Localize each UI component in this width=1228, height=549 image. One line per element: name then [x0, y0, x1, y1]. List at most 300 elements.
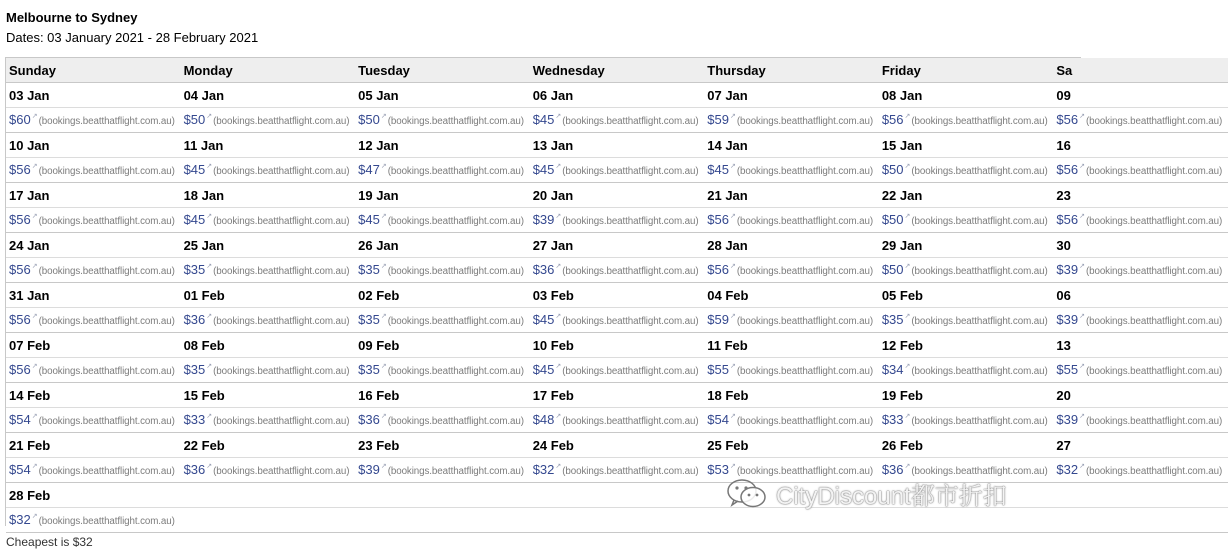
price-cell [704, 258, 879, 283]
fare-price-link[interactable]: $39 [1056, 312, 1079, 327]
date-cell: 21 Feb [6, 433, 181, 458]
fare-price-link[interactable]: $56 [881, 112, 904, 127]
fare-price-link[interactable]: $32 [1056, 462, 1079, 477]
booking-source-label: (bookings.beatthatflight.com.au) [736, 216, 874, 227]
booking-source-label: (bookings.beatthatflight.com.au) [911, 166, 1048, 177]
external-link-icon[interactable]: ↗ [1079, 413, 1085, 420]
fare-price-link[interactable]: $35 [183, 362, 206, 377]
booking-source-label: (bookings.beatthatflight.com.au) [387, 466, 524, 477]
date-range: Dates: 03 January 2021 - 28 February 2021 [6, 30, 259, 45]
booking-source-label: (bookings.beatthatflight.com.au) [562, 316, 699, 327]
date-cell: 01 Feb [181, 283, 356, 308]
date-cell: 27 Jan [530, 233, 705, 258]
booking-source-label: (bookings.beatthatflight.com.au) [213, 116, 350, 127]
date-cell: 18 Feb [704, 383, 879, 408]
date-cell: 09 Feb [355, 333, 530, 358]
external-link-icon[interactable]: ↗ [904, 113, 911, 120]
fare-price-link[interactable]: $45 [532, 312, 555, 327]
external-link-icon[interactable]: ↗ [206, 113, 213, 120]
fare-calendar [5, 57, 1223, 527]
external-link-icon[interactable]: ↗ [206, 313, 213, 320]
fare-price-link[interactable]: $39 [1056, 412, 1079, 427]
fare-price-link[interactable]: $45 [183, 162, 206, 177]
price-cell [355, 258, 530, 283]
external-link-icon[interactable]: ↗ [380, 463, 387, 470]
booking-source-label: (bookings.beatthatflight.com.au) [736, 366, 874, 377]
price-cell [181, 358, 356, 383]
fare-price-link[interactable]: $56 [707, 262, 729, 277]
date-cell: 20 [1053, 383, 1228, 408]
external-link-icon[interactable]: ↗ [31, 213, 38, 220]
price-cell [355, 408, 530, 433]
price-cell [355, 358, 530, 383]
booking-source-label: (bookings.beatthatflight.com.au) [562, 416, 699, 427]
external-link-icon[interactable]: ↗ [1079, 213, 1085, 220]
price-cell [704, 358, 879, 383]
booking-source-label: (bookings.beatthatflight.com.au) [38, 266, 175, 277]
wechat-icon [726, 478, 768, 510]
date-cell: 28 Jan [704, 233, 879, 258]
external-link-icon[interactable]: ↗ [206, 363, 213, 370]
fare-price-link[interactable]: $45 [358, 212, 380, 227]
booking-source-label: (bookings.beatthatflight.com.au) [213, 416, 350, 427]
price-cell [6, 508, 181, 533]
weekday-header: Wednesday [530, 58, 705, 83]
booking-source-label: (bookings.beatthatflight.com.au) [213, 466, 350, 477]
fare-price-link[interactable]: $50 [881, 212, 904, 227]
date-cell: 22 Jan [879, 183, 1054, 208]
date-cell: 14 Jan [704, 133, 879, 158]
price-cell [1053, 308, 1228, 333]
price-row [6, 358, 1228, 383]
external-link-icon[interactable]: ↗ [904, 413, 911, 420]
external-link-icon[interactable]: ↗ [1079, 263, 1085, 270]
date-cell: 10 Feb [530, 333, 705, 358]
date-cell [1053, 483, 1228, 508]
fare-price-link[interactable]: $50 [358, 112, 380, 127]
price-cell [1053, 208, 1228, 233]
date-cell: 18 Jan [181, 183, 356, 208]
price-cell [530, 458, 705, 483]
date-cell: 03 Jan [6, 83, 181, 108]
date-cell: 08 Feb [181, 333, 356, 358]
price-row [6, 258, 1228, 283]
price-cell [530, 308, 705, 333]
price-cell [1053, 408, 1228, 433]
date-cell: 30 [1053, 233, 1228, 258]
date-cell: 23 Feb [355, 433, 530, 458]
external-link-icon[interactable]: ↗ [904, 463, 911, 470]
external-link-icon[interactable]: ↗ [729, 363, 736, 370]
external-link-icon[interactable]: ↗ [1079, 163, 1085, 170]
date-cell: 16 Feb [355, 383, 530, 408]
fare-price-link[interactable]: $33 [881, 412, 904, 427]
external-link-icon[interactable]: ↗ [555, 413, 562, 420]
price-cell [181, 508, 356, 533]
price-cell [704, 158, 879, 183]
external-link-icon[interactable]: ↗ [380, 313, 387, 320]
fare-calendar-table [6, 58, 1228, 533]
weekday-header: Tuesday [355, 58, 530, 83]
weekday-header: Thursday [704, 58, 879, 83]
date-cell: 04 Feb [704, 283, 879, 308]
external-link-icon[interactable]: ↗ [729, 163, 736, 170]
date-cell: 13 [1053, 333, 1228, 358]
fare-price-link[interactable]: $56 [1056, 212, 1079, 227]
external-link-icon[interactable]: ↗ [31, 163, 38, 170]
date-cell: 06 Jan [530, 83, 705, 108]
date-cell: 19 Feb [879, 383, 1054, 408]
fare-price-link[interactable]: $32 [9, 512, 31, 527]
fare-price-link[interactable]: $45 [707, 162, 729, 177]
price-row [6, 108, 1228, 133]
fare-price-link[interactable]: $36 [881, 462, 904, 477]
date-row [6, 83, 1228, 108]
fare-price-link[interactable]: $36 [532, 262, 555, 277]
price-row [6, 508, 1228, 533]
fare-price-link[interactable]: $56 [9, 312, 31, 327]
external-link-icon[interactable]: ↗ [380, 213, 387, 220]
booking-source-label: (bookings.beatthatflight.com.au) [387, 316, 524, 327]
price-cell [879, 258, 1054, 283]
booking-source-label: (bookings.beatthatflight.com.au) [736, 116, 874, 127]
fare-price-link[interactable]: $50 [881, 262, 904, 277]
booking-source-label: (bookings.beatthatflight.com.au) [1085, 316, 1223, 327]
price-cell [6, 408, 181, 433]
price-row [6, 208, 1228, 233]
external-link-icon[interactable]: ↗ [380, 263, 387, 270]
external-link-icon[interactable]: ↗ [206, 263, 213, 270]
booking-source-label: (bookings.beatthatflight.com.au) [911, 116, 1048, 127]
fare-price-link[interactable]: $35 [358, 262, 380, 277]
date-cell: 04 Jan [181, 83, 356, 108]
fare-price-link[interactable]: $39 [532, 212, 555, 227]
watermark [726, 476, 1007, 511]
price-cell [879, 208, 1054, 233]
external-link-icon[interactable]: ↗ [904, 163, 911, 170]
fare-price-link[interactable]: $50 [881, 162, 904, 177]
weekday-header: Friday [879, 58, 1054, 83]
price-cell [181, 408, 356, 433]
fare-price-link[interactable]: $35 [358, 312, 380, 327]
date-cell: 20 Jan [530, 183, 705, 208]
fare-price-link[interactable]: $45 [532, 162, 555, 177]
weekday-header: Sa [1053, 58, 1228, 83]
fare-price-link[interactable]: $35 [183, 262, 206, 277]
fare-price-link[interactable]: $50 [183, 112, 206, 127]
booking-source-label: (bookings.beatthatflight.com.au) [1085, 216, 1223, 227]
fare-price-link[interactable]: $56 [9, 262, 31, 277]
external-link-icon[interactable]: ↗ [555, 363, 562, 370]
price-cell [1053, 258, 1228, 283]
price-cell [1053, 458, 1228, 483]
fare-price-link[interactable]: $47 [358, 162, 380, 177]
date-cell: 09 [1053, 83, 1228, 108]
fare-price-link[interactable]: $36 [358, 412, 380, 427]
booking-source-label: (bookings.beatthatflight.com.au) [562, 266, 699, 277]
date-cell: 10 Jan [6, 133, 181, 158]
booking-source-label: (bookings.beatthatflight.com.au) [38, 216, 175, 227]
price-cell [704, 208, 879, 233]
date-cell: 17 Jan [6, 183, 181, 208]
date-row [6, 233, 1228, 258]
price-cell [1053, 358, 1228, 383]
external-link-icon[interactable]: ↗ [555, 163, 562, 170]
external-link-icon[interactable]: ↗ [380, 113, 387, 120]
fare-price-link[interactable]: $33 [183, 412, 206, 427]
booking-source-label: (bookings.beatthatflight.com.au) [911, 316, 1048, 327]
date-row [6, 433, 1228, 458]
date-cell: 25 Jan [181, 233, 356, 258]
fare-price-link[interactable]: $48 [532, 412, 555, 427]
external-link-icon[interactable]: ↗ [904, 213, 911, 220]
price-cell [355, 508, 530, 533]
external-link-icon[interactable]: ↗ [555, 313, 562, 320]
external-link-icon[interactable]: ↗ [31, 513, 38, 520]
date-cell: 17 Feb [530, 383, 705, 408]
date-cell: 24 Jan [6, 233, 181, 258]
weekday-header-row [6, 58, 1228, 83]
price-cell [181, 258, 356, 283]
fare-price-link[interactable]: $32 [532, 462, 555, 477]
external-link-icon[interactable]: ↗ [380, 413, 387, 420]
booking-source-label: (bookings.beatthatflight.com.au) [911, 366, 1048, 377]
external-link-icon[interactable]: ↗ [555, 113, 562, 120]
external-link-icon[interactable]: ↗ [904, 313, 911, 320]
date-cell: 08 Jan [879, 83, 1054, 108]
date-cell: 03 Feb [530, 283, 705, 308]
price-cell [530, 158, 705, 183]
booking-source-label: (bookings.beatthatflight.com.au) [736, 466, 874, 477]
booking-source-label: (bookings.beatthatflight.com.au) [911, 266, 1048, 277]
booking-source-label: (bookings.beatthatflight.com.au) [1085, 116, 1223, 127]
fare-price-link[interactable]: $35 [881, 312, 904, 327]
external-link-icon[interactable]: ↗ [555, 463, 562, 470]
fare-price-link[interactable]: $45 [532, 112, 555, 127]
price-cell [181, 158, 356, 183]
fare-price-link[interactable]: $56 [9, 362, 31, 377]
booking-source-label: (bookings.beatthatflight.com.au) [38, 316, 175, 327]
external-link-icon[interactable]: ↗ [380, 363, 387, 370]
date-cell: 14 Feb [6, 383, 181, 408]
price-cell [6, 358, 181, 383]
booking-source-label: (bookings.beatthatflight.com.au) [387, 366, 524, 377]
fare-price-link[interactable]: $55 [707, 362, 729, 377]
external-link-icon[interactable]: ↗ [31, 363, 38, 370]
date-cell: 22 Feb [181, 433, 356, 458]
booking-source-label: (bookings.beatthatflight.com.au) [387, 266, 524, 277]
booking-source-label: (bookings.beatthatflight.com.au) [562, 366, 699, 377]
external-link-icon[interactable]: ↗ [555, 213, 562, 220]
date-cell: 12 Jan [355, 133, 530, 158]
weekday-header: Monday [181, 58, 356, 83]
date-cell: 27 [1053, 433, 1228, 458]
cheapest-note: Cheapest is $32 [6, 535, 93, 549]
price-cell [530, 108, 705, 133]
date-row [6, 483, 1228, 508]
price-cell [704, 408, 879, 433]
booking-source-label: (bookings.beatthatflight.com.au) [562, 116, 699, 127]
price-cell [6, 108, 181, 133]
price-cell [704, 308, 879, 333]
date-cell: 25 Feb [704, 433, 879, 458]
fare-price-link[interactable]: $54 [9, 412, 31, 427]
booking-source-label: (bookings.beatthatflight.com.au) [213, 216, 350, 227]
date-cell: 23 [1053, 183, 1228, 208]
price-row [6, 408, 1228, 433]
booking-source-label: (bookings.beatthatflight.com.au) [38, 516, 175, 527]
fare-price-link[interactable]: $59 [707, 312, 729, 327]
price-cell [530, 208, 705, 233]
date-cell: 28 Feb [6, 483, 181, 508]
date-cell: 05 Feb [879, 283, 1054, 308]
external-link-icon[interactable]: ↗ [555, 263, 562, 270]
price-row [6, 158, 1228, 183]
external-link-icon[interactable]: ↗ [1079, 113, 1085, 120]
watermark-text: CityDiscount都市折扣 [776, 483, 1007, 510]
external-link-icon[interactable]: ↗ [380, 163, 387, 170]
price-cell [704, 508, 879, 533]
price-cell [6, 308, 181, 333]
fare-price-link[interactable]: $55 [1056, 362, 1079, 377]
date-cell: 11 Feb [704, 333, 879, 358]
date-cell [181, 483, 356, 508]
booking-source-label: (bookings.beatthatflight.com.au) [213, 166, 350, 177]
fare-price-link[interactable]: $45 [532, 362, 555, 377]
price-cell [6, 158, 181, 183]
fare-price-link[interactable]: $35 [358, 362, 380, 377]
price-cell [355, 158, 530, 183]
booking-source-label: (bookings.beatthatflight.com.au) [38, 116, 175, 127]
fare-price-link[interactable]: $36 [183, 462, 206, 477]
fare-price-link[interactable]: $34 [881, 362, 904, 377]
external-link-icon[interactable]: ↗ [1079, 363, 1085, 370]
fare-price-link[interactable]: $39 [1056, 262, 1079, 277]
date-cell [530, 483, 705, 508]
fare-price-link[interactable]: $59 [707, 112, 729, 127]
date-cell: 15 Feb [181, 383, 356, 408]
booking-source-label: (bookings.beatthatflight.com.au) [38, 166, 175, 177]
fare-price-link[interactable]: $39 [358, 462, 380, 477]
booking-source-label: (bookings.beatthatflight.com.au) [1085, 466, 1223, 477]
date-row [6, 283, 1228, 308]
price-cell [181, 108, 356, 133]
date-cell: 19 Jan [355, 183, 530, 208]
date-cell: 02 Feb [355, 283, 530, 308]
booking-source-label: (bookings.beatthatflight.com.au) [387, 116, 524, 127]
fare-price-link[interactable]: $54 [707, 412, 729, 427]
date-row [6, 333, 1228, 358]
price-cell [181, 208, 356, 233]
fare-price-link[interactable]: $56 [9, 162, 31, 177]
fare-price-link[interactable]: $56 [707, 212, 729, 227]
date-cell: 15 Jan [879, 133, 1054, 158]
external-link-icon[interactable]: ↗ [1079, 313, 1085, 320]
booking-source-label: (bookings.beatthatflight.com.au) [562, 466, 699, 477]
fare-price-link[interactable]: $56 [1056, 112, 1079, 127]
booking-source-label: (bookings.beatthatflight.com.au) [911, 416, 1048, 427]
date-cell: 12 Feb [879, 333, 1054, 358]
price-cell [879, 108, 1054, 133]
external-link-icon[interactable]: ↗ [729, 463, 736, 470]
external-link-icon[interactable]: ↗ [904, 263, 911, 270]
external-link-icon[interactable]: ↗ [206, 413, 213, 420]
external-link-icon[interactable]: ↗ [729, 263, 736, 270]
external-link-icon[interactable]: ↗ [729, 313, 736, 320]
booking-source-label: (bookings.beatthatflight.com.au) [38, 366, 175, 377]
fare-price-link[interactable]: $56 [1056, 162, 1079, 177]
price-cell [530, 408, 705, 433]
booking-source-label: (bookings.beatthatflight.com.au) [213, 266, 350, 277]
date-cell: 21 Jan [704, 183, 879, 208]
date-cell: 05 Jan [355, 83, 530, 108]
price-cell [1053, 508, 1228, 533]
fare-price-link[interactable]: $45 [183, 212, 206, 227]
booking-source-label: (bookings.beatthatflight.com.au) [1085, 366, 1223, 377]
booking-source-label: (bookings.beatthatflight.com.au) [736, 266, 874, 277]
external-link-icon[interactable]: ↗ [31, 463, 38, 470]
date-cell: 13 Jan [530, 133, 705, 158]
fare-price-link[interactable]: $53 [707, 462, 729, 477]
external-link-icon[interactable]: ↗ [729, 213, 736, 220]
date-cell: 24 Feb [530, 433, 705, 458]
price-cell [530, 258, 705, 283]
fare-price-link[interactable]: $36 [183, 312, 206, 327]
price-cell [879, 308, 1054, 333]
external-link-icon[interactable]: ↗ [206, 463, 213, 470]
booking-source-label: (bookings.beatthatflight.com.au) [387, 416, 524, 427]
fare-price-link[interactable]: $60 [9, 112, 31, 127]
date-cell: 07 Jan [704, 83, 879, 108]
external-link-icon[interactable]: ↗ [31, 413, 38, 420]
date-row [6, 383, 1228, 408]
external-link-icon[interactable]: ↗ [1079, 463, 1085, 470]
booking-source-label: (bookings.beatthatflight.com.au) [1085, 266, 1223, 277]
booking-source-label: (bookings.beatthatflight.com.au) [213, 366, 350, 377]
page-title: Melbourne to Sydney [6, 10, 138, 25]
booking-source-label: (bookings.beatthatflight.com.au) [387, 216, 524, 227]
date-cell: 26 Feb [879, 433, 1054, 458]
external-link-icon[interactable]: ↗ [729, 413, 736, 420]
price-cell [6, 208, 181, 233]
price-cell [181, 458, 356, 483]
external-link-icon[interactable]: ↗ [904, 363, 911, 370]
date-row [6, 133, 1228, 158]
price-cell [355, 308, 530, 333]
booking-source-label: (bookings.beatthatflight.com.au) [911, 216, 1048, 227]
booking-source-label: (bookings.beatthatflight.com.au) [736, 166, 874, 177]
booking-source-label: (bookings.beatthatflight.com.au) [1085, 166, 1223, 177]
external-link-icon[interactable]: ↗ [31, 263, 38, 270]
booking-source-label: (bookings.beatthatflight.com.au) [736, 416, 874, 427]
price-cell [530, 358, 705, 383]
price-row [6, 308, 1228, 333]
price-cell [6, 258, 181, 283]
fare-price-link[interactable]: $54 [9, 462, 31, 477]
external-link-icon[interactable]: ↗ [206, 213, 213, 220]
external-link-icon[interactable]: ↗ [31, 313, 38, 320]
date-cell: 07 Feb [6, 333, 181, 358]
fare-price-link[interactable]: $56 [9, 212, 31, 227]
calendar-body [6, 83, 1228, 533]
booking-source-label: (bookings.beatthatflight.com.au) [1085, 416, 1223, 427]
external-link-icon[interactable]: ↗ [206, 163, 213, 170]
external-link-icon[interactable]: ↗ [31, 113, 38, 120]
price-row [6, 458, 1228, 483]
price-cell [530, 508, 705, 533]
booking-source-label: (bookings.beatthatflight.com.au) [562, 216, 699, 227]
external-link-icon[interactable]: ↗ [729, 113, 736, 120]
